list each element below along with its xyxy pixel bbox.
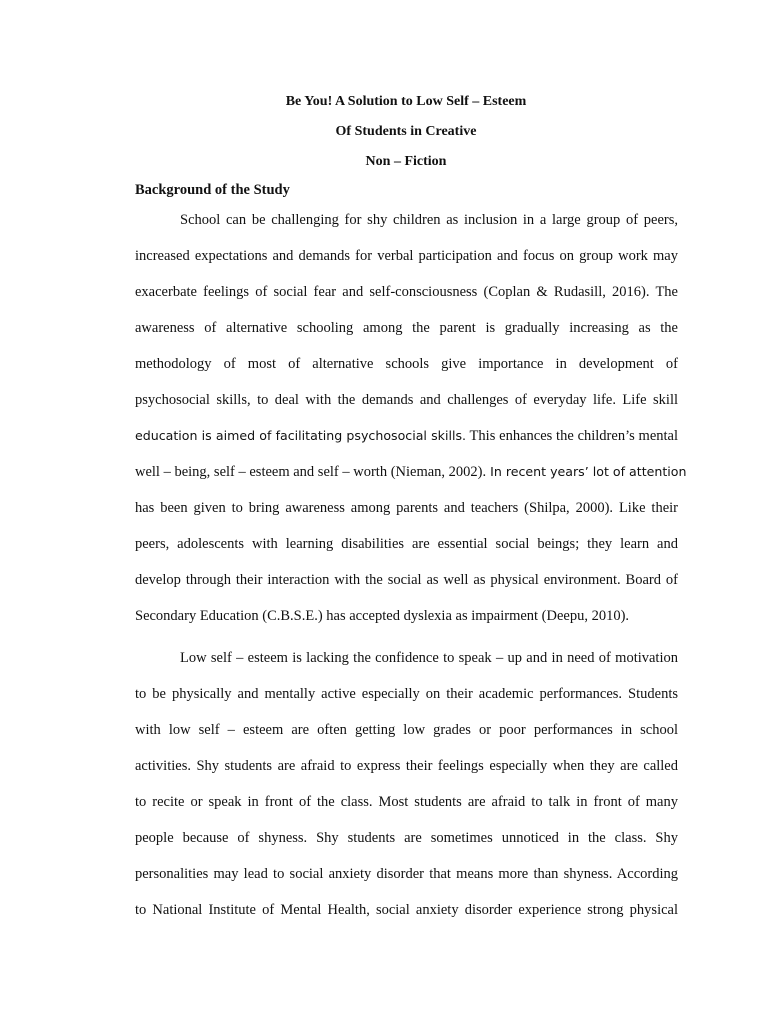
paragraph-line: [135, 428, 678, 464]
title-line-2: Of Students in Creative: [335, 124, 477, 139]
paragraph-line: develop through their interaction with the social as well as physical environment. Board of: [135, 572, 678, 588]
paragraph-line-segment: well – being, self – esteem and self – worth (Nieman, 2002).: [135, 464, 487, 480]
paragraph-line: to National Institute of Mental Health, social anxiety disorder experience strong physical: [135, 902, 678, 918]
paragraph-line: increased expectations and demands for verbal participation and focus on group work may: [135, 248, 678, 264]
paragraph-line: to recite or speak in front of the class. Most students are afraid to talk in front of many: [135, 794, 678, 810]
title-line-1: Be You! A Solution to Low Self – Esteem: [285, 94, 527, 109]
paragraph-line: [135, 464, 687, 500]
paragraph-line-segment: This enhances the children’s mental: [466, 428, 678, 444]
paragraph-line: methodology of most of alternative schools give importance in development of: [135, 356, 678, 372]
paragraph-line: to be physically and mentally active especially on their academic performances. Students: [135, 686, 678, 702]
paragraph-1: [135, 212, 687, 644]
paragraph-line-segment: education is aimed of facilitating psychosocial skills.: [135, 428, 467, 443]
paragraph-line: Low self – esteem is lacking the confidence to speak – up and in need of motivation: [180, 650, 678, 666]
paragraph-line: personalities may lead to social anxiety disorder that means more than shyness. According: [135, 866, 678, 882]
paragraph-line: peers, adolescents with learning disabilities are essential social beings; they learn and: [135, 536, 678, 552]
paragraph-line: Secondary Education (C.B.S.E.) has accepted dyslexia as impairment (Deepu, 2010).: [135, 608, 630, 624]
paragraph-line: awareness of alternative schooling among the parent is gradually increasing as the: [135, 320, 678, 336]
paragraph-2: [135, 650, 678, 938]
section-heading: Background of the Study: [135, 182, 290, 198]
paragraph-line: with low self – esteem are often getting low grades or poor performances in school: [135, 722, 678, 738]
paragraph-line: psychosocial skills, to deal with the demands and challenges of everyday life. Life skill: [135, 392, 678, 408]
paragraph-line: people because of shyness. Shy students are sometimes unnoticed in the class. Shy: [135, 830, 678, 846]
title-line-3: Non – Fiction: [365, 154, 447, 169]
paragraph-line-segment: In recent years’ lot of attention: [486, 464, 687, 479]
paragraph-line: School can be challenging for shy children as inclusion in a large group of peers,: [180, 212, 678, 228]
paragraph-line: activities. Shy students are afraid to express their feelings especially when they are called: [135, 758, 678, 774]
paragraph-line: exacerbate feelings of social fear and self-consciousness (Coplan & Rudasill, 2016). The: [135, 284, 678, 300]
paragraph-line: has been given to bring awareness among parents and teachers (Shilpa, 2000). Like their: [135, 500, 678, 516]
